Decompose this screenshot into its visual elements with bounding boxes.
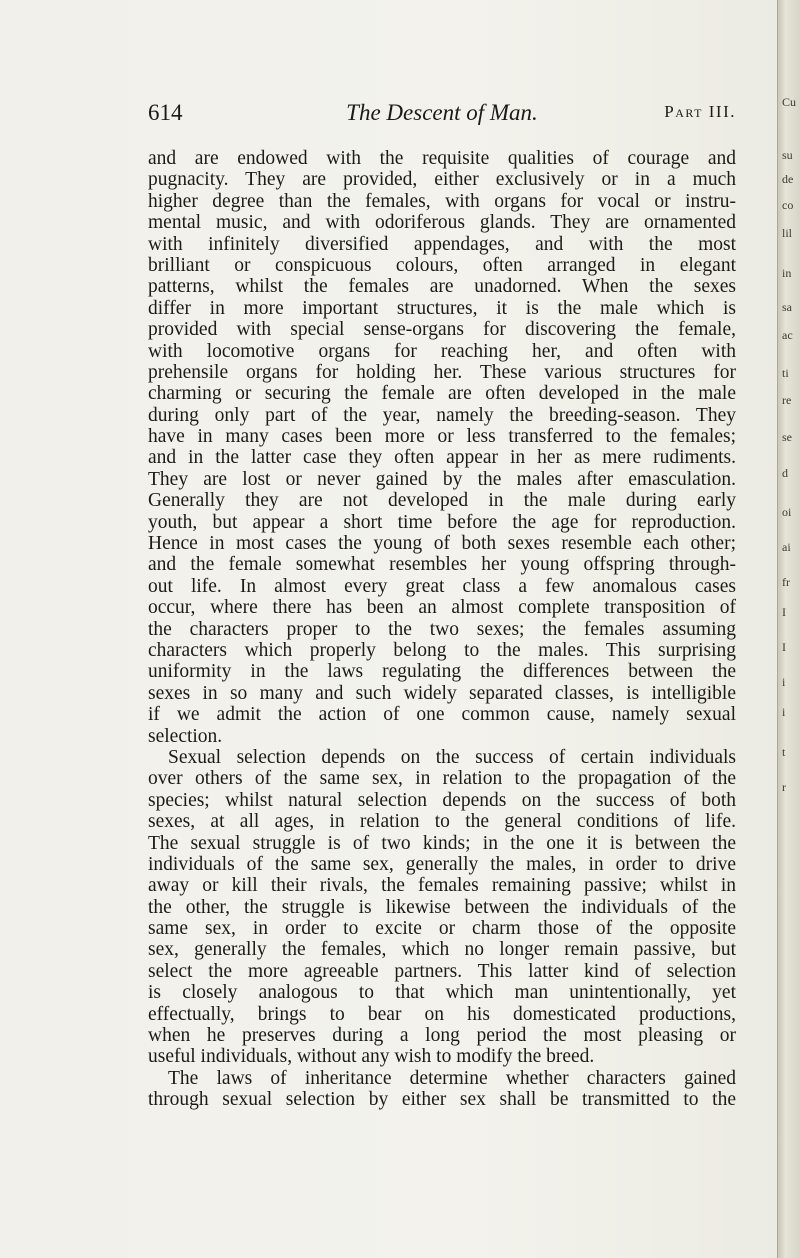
text-line: mental music, and with odoriferous glands. They are ornamented [148,212,736,234]
facing-page-fragment: se [782,430,792,444]
text-line: They are lost or never gained by the males after emasculation. [148,468,736,490]
facing-page-fragment: co [782,198,794,212]
text-line: effectually, brings to bear on his domesticated productions, [148,1003,736,1025]
facing-page-fragment: Cu [782,95,797,109]
text-line: and are endowed with the requisite qualities of courage and [148,148,736,169]
facing-page-fragment: ai [782,540,791,554]
facing-page-fragment: i [782,705,786,719]
text-line: when he preserves during a long period the most pleasing or [148,1025,736,1047]
facing-page-edge [777,0,800,1258]
facing-page-fragment: t [782,745,786,759]
text-line: pugnacity. They are provided, either exclusively or in a much [148,169,736,191]
facing-page-fragment: ac [782,328,793,342]
text-line: same sex, in order to excite or charm those of the opposite [148,918,736,940]
text-line: with locomotive organs for reaching her, and often with [148,340,736,362]
facing-page-fragment: re [782,393,792,407]
part-label: Part III. [664,102,736,121]
facing-page-fragment: su [782,148,793,162]
text-line: individuals of the same sex, generally the males, in order to drive [148,853,736,875]
text-line: select the more agreeable partners. This latter kind of selection [148,960,736,982]
page-header [148,100,736,130]
text-line: prehensile organs for holding her. These various structures for [148,361,736,383]
text-line: uniformity in the laws regulating the differences between the [148,661,736,683]
text-line: useful individuals, without any wish to modify the breed. [148,1046,595,1068]
text-line: over others of the same sex, in relation to the propagation of the [148,768,736,790]
text-line: The sexual struggle is of two kinds; in the one it is between the [148,832,736,854]
running-title: The Descent of Man. [346,100,538,125]
facing-page-fragment: i [782,675,786,689]
text-line: selection. [148,725,223,747]
text-line: with infinitely diversified appendages, and with the most [148,233,736,255]
facing-page-fragment: I [782,605,786,619]
body-text [148,148,736,1111]
text-line: differ in more important structures, it is the male which is [148,297,736,319]
facing-page-fragment: lil [782,226,793,240]
text-line: away or kill their rivals, the females remaining passive; whilst in [148,875,736,897]
text-line: is closely analogous to that which man unintentionally, yet [148,982,736,1004]
text-line: charming or securing the female are often developed in the male [148,383,736,405]
facing-page-fragment: I [782,640,786,654]
text-line: Sexual selection depends on the success of certain individuals [168,746,736,768]
text-line: higher degree than the females, with organs for vocal or instru- [148,190,736,212]
facing-page-fragment: sa [782,300,792,314]
text-line: sexes, at all ages, in relation to the general conditions of life. [148,811,736,833]
facing-page-fragment: fr [782,575,790,589]
text-line: during only part of the year, namely the breeding-season. They [148,404,736,426]
text-line: brilliant or conspicuous colours, often arranged in elegant [148,254,736,276]
text-line: out life. In almost every great class a few anomalous cases [148,575,736,597]
text-line: if we admit the action of one common cause, namely sexual [148,704,736,726]
facing-page-fragment: oi [782,505,792,519]
text-line: sex, generally the females, which no longer remain passive, but [148,939,736,961]
text-line: Hence in most cases the young of both sexes resemble each other; [148,533,736,555]
facing-page-fragment: ti [782,366,789,380]
text-line: through sexual selection by either sex shall be transmitted to the [148,1089,736,1111]
text-line: species; whilst natural selection depends on the success of both [148,789,736,811]
facing-page-fragment: in [782,266,792,280]
text-line: The laws of inheritance determine whether characters gained [168,1067,736,1089]
text-line: patterns, whilst the females are unadorned. When the sexes [148,276,736,298]
text-line: and in the latter case they often appear in her as mere rudiments. [148,447,736,469]
text-line: sexes in so many and such widely separated classes, is intelligible [148,682,736,704]
text-line: the characters proper to the two sexes; the females assuming [148,618,736,640]
text-line: provided with special sense-organs for discovering the female, [148,319,736,341]
text-line: Generally they are not developed in the male during early [148,490,736,512]
text-line: youth, but appear a short time before the age for reproduction. [148,511,736,533]
text-line: and the female somewhat resembles her young offspring through- [148,554,736,576]
text-line: occur, where there has been an almost complete transposition of [148,597,736,619]
text-line: characters which properly belong to the males. This surprising [148,639,736,661]
page-number: 614 [148,100,183,125]
facing-page-fragment: r [782,780,786,794]
facing-page-fragment: d [782,466,788,480]
facing-page-fragment: de [782,172,794,186]
text-line: have in many cases been more or less transferred to the females; [148,426,736,448]
text-line: the other, the struggle is likewise between the individuals of the [148,896,736,918]
